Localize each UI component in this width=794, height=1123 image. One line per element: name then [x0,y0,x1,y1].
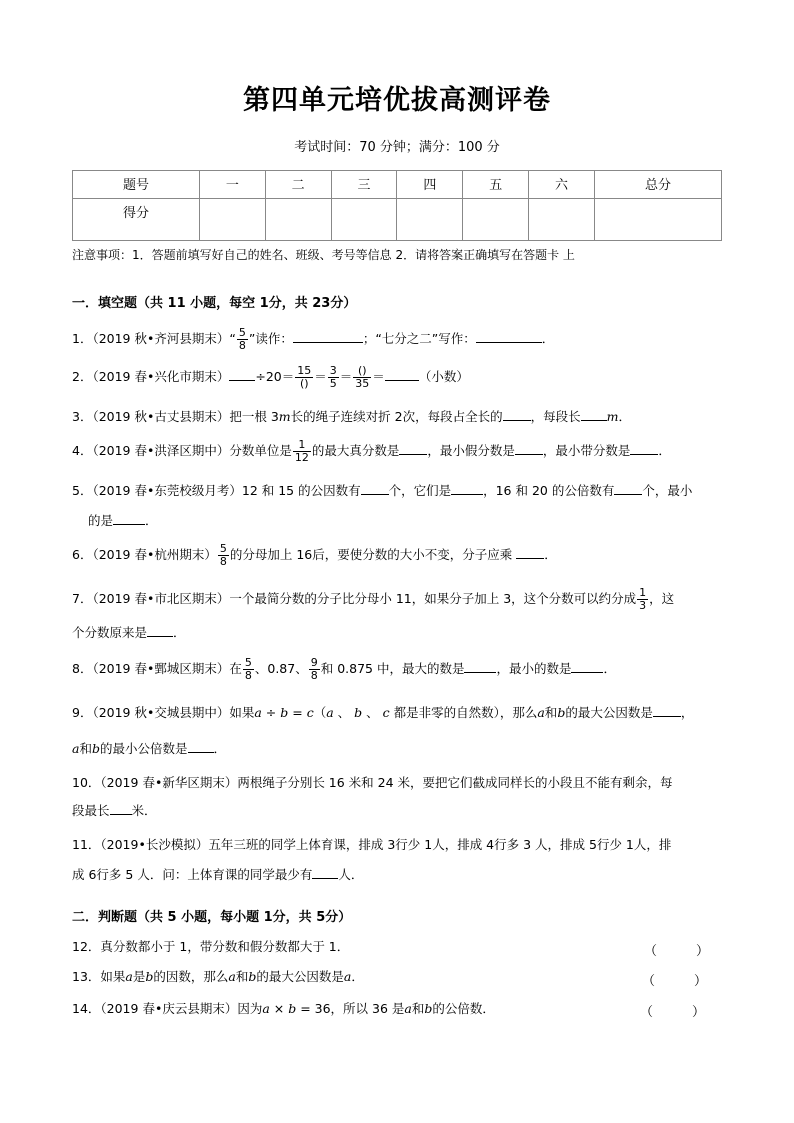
q9-and: 和 [544,705,558,720]
fraction-denominator: 12 [294,451,309,464]
var-a: a [254,705,262,720]
exam-info: 考试时间：70 分钟；满分：100 分 [294,140,500,155]
fraction-numerator: () [353,365,371,378]
fraction-numerator: 15 [297,364,312,377]
question-4 [72,438,727,464]
q10-text: 10．（2019 春•新华区期末）两根绳子分别长 16 米和 24 米，要把它们截成同样长的小段且不能有剩余，每 [72,775,673,790]
q1-end: ． [541,331,555,346]
score-cell[interactable] [463,199,529,241]
answer-blank[interactable] [385,368,419,381]
q4-text: ，最小带分数是 [542,443,631,458]
q8-end: ． [603,661,616,676]
unit-m: m [278,409,291,424]
fraction-numerator: 5 [238,326,246,339]
q9-text: 9．（2019 秋•交城县期中）如果 [72,705,255,720]
var-a: a [228,969,236,984]
q2-div: ÷20＝ [255,369,295,384]
fraction [637,587,648,612]
fraction-numerator: 1 [639,586,647,599]
q4-end: ． [658,443,671,458]
q14-text: 的公倍数． [432,1001,495,1016]
fraction-denominator: 8 [244,669,252,682]
q9-text: 的最小公倍数是 [99,741,188,756]
fraction [237,327,248,352]
answer-blank[interactable] [312,866,338,879]
answer-blank[interactable] [503,408,531,421]
question-10-line2 [72,798,727,824]
var-a: a [537,705,545,720]
answer-blank[interactable] [147,624,173,637]
answer-paren[interactable]: （ ） [640,1005,706,1020]
var-c: c [382,705,390,720]
answer-blank[interactable] [188,740,214,753]
q2-eq: ＝ [314,369,327,384]
score-table [72,170,722,241]
question-10 [72,770,727,796]
var-b: b [288,1001,297,1016]
answer-blank[interactable] [614,482,642,495]
fraction-denominator: () [299,377,309,390]
fraction-denominator: 35 [355,377,370,390]
fraction-numerator: 9 [310,656,318,669]
q11-text: 人． [338,867,364,882]
q11-text: 11．（2019•长沙模拟）五年三班的同学上体育课，排成 3行少 1人，排成 4行多 3 人，排成 5行少 1人，排 [72,837,672,852]
answer-paren[interactable]: （ ） [642,974,708,989]
q8-prefix: 8．（2019 春•鄄城区期末）在 [72,661,242,676]
var-b: b [280,705,289,720]
op-equals: = [288,705,307,720]
q6-prefix: 6．（2019 春•杭州期末） [72,547,217,562]
question-5 [72,478,727,504]
q6-end: ． [544,547,557,562]
answer-paren[interactable]: （ ） [644,944,710,959]
q12-text: 12．真分数都小于 1，带分数和假分数都大于 1． [72,939,350,954]
answer-blank[interactable] [515,442,543,455]
score-header-cell: 一 [199,171,265,199]
fraction-numerator: 1 [293,439,311,452]
answer-blank[interactable] [399,442,427,455]
fraction [218,543,229,568]
q9-end: ． [213,741,227,756]
question-9-line2 [72,736,727,762]
score-header-cell: 二 [265,171,331,199]
op-equals: = 36 [296,1001,331,1016]
answer-blank[interactable] [451,482,483,495]
question-11 [72,832,727,858]
answer-blank[interactable] [581,408,607,421]
score-header-cell: 题号 [73,171,200,199]
answer-blank[interactable] [516,546,544,559]
score-cell[interactable] [331,199,397,241]
fraction [243,657,254,682]
q13-text: 和 [235,969,249,984]
q2-prefix: 2．（2019 春•兴化市期末） [72,369,230,384]
q4-text: ，最小假分数是 [427,443,515,458]
answer-blank[interactable] [361,482,389,495]
question-14 [72,996,727,1022]
score-header-cell: 三 [331,171,397,199]
question-6 [72,542,727,568]
q5-text: 的是 [88,513,114,528]
question-12 [72,934,727,960]
answer-blank[interactable] [293,330,363,343]
score-table-header-row [73,171,722,199]
answer-blank[interactable] [110,802,132,815]
q10-text: 段最长 [72,803,110,818]
q3-text: 3．（2019 秋•古丈县期末）把一根 3 [72,409,279,424]
q13-text: 是 [132,969,146,984]
var-b: b [145,969,154,984]
q7-text: ，这 [649,591,675,606]
q2-end: （小数） [418,369,469,384]
q1-mid: ”读作： [248,331,293,346]
score-cell[interactable] [265,199,331,241]
score-header-cell: 四 [397,171,463,199]
section-heading-fill-blank: 一．填空题（共 11 小题，每空 1分，共 23分） [72,296,357,311]
answer-blank[interactable] [571,660,603,673]
score-header-cell: 六 [529,171,595,199]
q14-text: ，所以 36 是 [330,1001,405,1016]
answer-blank[interactable] [653,704,681,717]
q3-text: 长的绳子连续对折 2次，每段占全长的 [290,409,503,424]
q8-text: 、0.87、 [254,661,308,676]
question-2 [72,364,727,390]
question-1 [72,326,727,352]
section-heading-true-false: 二．判断题（共 5 小题，每小题 1分，共 5分） [72,910,352,925]
op-times: × [269,1001,289,1016]
q7-end: ． [173,625,186,640]
fraction-denominator: 8 [310,669,318,682]
score-table-score-row [73,199,722,241]
fraction-denominator: 3 [639,599,647,612]
fraction [293,439,311,464]
fraction [309,657,320,682]
q3-end: ． [618,409,631,424]
fraction-numerator: 5 [244,656,252,669]
answer-blank[interactable] [630,442,658,455]
q5-text: ，16 和 20 的公倍数有 [483,483,615,498]
var-a: a [262,1001,270,1016]
fraction-denominator: 8 [219,555,227,568]
answer-blank[interactable] [229,368,255,381]
q13-text: 的最大公因数是 [256,969,344,984]
q4-prefix: 4．（2019 春•洪泽区期中）分数单位是 [72,443,292,458]
question-5-line2 [88,508,158,534]
question-13 [72,964,727,990]
q5-text: 个，它们是 [388,483,452,498]
var-a: a [343,969,352,984]
q4-text: 的最大真分数是 [311,443,400,458]
q9-text: ， [680,705,694,720]
score-header-cell: 五 [463,171,529,199]
page-title: 第四单元培优拔高测评卷 [243,85,551,116]
var-a: a [404,1001,412,1016]
q5-text: 5．（2019 春•东莞校级月考）12 和 15 的公因数有 [72,483,361,498]
q9-paren: （ [313,705,327,720]
q13-text: 13．如果 [72,969,126,984]
q9-comma: 、 [333,705,355,720]
q14-text: 和 [411,1001,425,1016]
q13-text: 的因数，那么 [153,969,229,984]
notice: 注意事项：1．答题前填写好自己的姓名、班级、考号等信息 2．请将答案正确填写在答题卡 上 [72,248,575,262]
answer-blank[interactable] [113,512,145,525]
q1-prefix: 1．（2019 秋•齐河县期末）“ [72,331,236,346]
fraction [353,365,371,390]
question-11-line2 [72,862,727,888]
answer-blank[interactable] [476,330,542,343]
op-divide: ÷ [261,705,281,720]
question-8 [72,656,727,682]
question-7-line2 [72,620,727,646]
q7-text: 7．（2019 春•市北区期末）一个最简分数的分子比分母小 11，如果分子加上 3，这个分数可以约分成 [72,591,637,606]
q2-eq: ＝ [372,369,385,384]
question-7 [72,586,727,612]
q1-sep: ；“七分之二”写作： [362,331,476,346]
score-cell[interactable] [594,199,721,241]
q10-text: 米． [131,803,157,818]
score-header-cell: 总分 [594,171,721,199]
fraction [295,365,313,390]
var-b: b [248,969,257,984]
fraction-denominator: 8 [238,339,246,352]
fraction [328,365,339,390]
q9-text: 都是非零的自然数），那么 [389,705,538,720]
q3-text: ，每段长 [530,409,581,424]
q9-comma: 、 [362,705,383,720]
score-row-label: 得分 [73,199,200,241]
var-b: b [354,705,363,720]
question-3 [72,404,727,430]
q14-text: 14．（2019 春•庆云县期末）因为 [72,1001,263,1016]
q8-text: 和 0.875 中，最大的数是 [320,661,465,676]
score-cell[interactable] [199,199,265,241]
fraction-numerator: 3 [329,364,337,377]
q5-end: ． [145,513,158,528]
q6-text: 的分母加上 16后，要使分数的大小不变，分子应乘 [229,547,517,562]
var-a: a [326,705,334,720]
q8-text: ，最小的数是 [496,661,572,676]
var-a: a [72,741,80,756]
q9-and: 和 [79,741,92,756]
question-9 [72,700,727,726]
q9-text: 的最大公因数是 [565,705,653,720]
q5-text: 个，最小 [642,483,693,498]
q11-text: 成 6行多 5 人．问：上体育课的同学最少有 [72,867,313,882]
q2-eq: ＝ [339,369,353,384]
fraction-numerator: 5 [219,542,227,555]
q13-end: ． [351,969,364,984]
q7-text: 个分数原来是 [72,625,148,640]
var-b: b [557,705,566,720]
var-b: b [424,1001,433,1016]
answer-blank[interactable] [464,660,496,673]
var-a: a [125,969,133,984]
fraction-denominator: 5 [329,377,337,390]
score-cell[interactable] [529,199,595,241]
unit-m: m [606,409,619,424]
score-cell[interactable] [397,199,463,241]
var-b: b [91,741,100,756]
var-c: c [306,705,314,720]
